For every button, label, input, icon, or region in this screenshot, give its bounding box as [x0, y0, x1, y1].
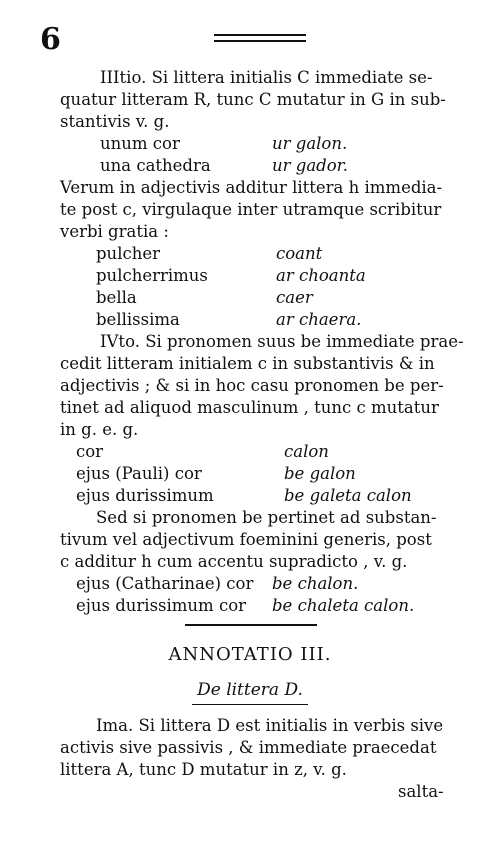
- example-gaelic: ar chaera.: [276, 310, 362, 329]
- paragraph-line: Sed si pronomen be pertinet ad substan-: [96, 508, 437, 527]
- example-gaelic: ur galon.: [272, 134, 348, 153]
- example-gaelic: be chaleta calon.: [272, 596, 415, 615]
- example-latin: pulcherrimus: [96, 266, 208, 285]
- example-latin: bellissima: [96, 310, 180, 329]
- example-latin: pulcher: [96, 244, 160, 263]
- example-latin: ejus durissimum cor: [76, 596, 247, 615]
- example-latin: unum cor: [100, 134, 180, 153]
- paragraph-line: Ima. Si littera D est initialis in verbis sive: [96, 716, 444, 735]
- example-latin: ejus (Pauli) cor: [76, 464, 202, 483]
- paragraph-line: tinet ad aliquod masculinum , tunc c mutatur: [60, 398, 439, 417]
- example-gaelic: be galeta calon: [284, 486, 412, 505]
- paragraph-line: IIItio. Si littera initialis C immediate se-: [100, 68, 433, 87]
- paragraph-line: verbi gratia :: [60, 222, 169, 241]
- example-gaelic: caer: [276, 288, 313, 307]
- example-gaelic: calon: [284, 442, 329, 461]
- paragraph-line: adjectivis ; & si in hoc casu pronomen be per-: [60, 376, 444, 395]
- section-divider: [185, 624, 317, 626]
- paragraph-line: IVto. Si pronomen suus be immediate prae-: [100, 332, 464, 351]
- example-latin: cor: [76, 442, 104, 461]
- example-gaelic: ur gador.: [272, 156, 348, 175]
- paragraph-line: stantivis v. g.: [60, 112, 170, 131]
- paragraph-line: quatur litteram R, tunc C mutatur in G in sub-: [60, 90, 446, 109]
- paragraph-line: te post c, virgulaque inter utramque scribitur: [60, 200, 442, 219]
- subheading-rule: [192, 704, 308, 705]
- example-latin: bella: [96, 288, 137, 307]
- annotation-heading: ANNOTATIO III.: [168, 644, 332, 665]
- example-gaelic: be chalon.: [272, 574, 359, 593]
- example-gaelic: be galon: [284, 464, 356, 483]
- paragraph-line: c additur h cum accentu supradicto , v. g.: [60, 552, 408, 571]
- annotation-subheading: De littera D.: [197, 680, 303, 700]
- header-double-rule: [214, 34, 306, 42]
- paragraph-line: tivum vel adjectivum foeminini generis, post: [60, 530, 432, 549]
- catchword: salta-: [398, 782, 444, 801]
- paragraph-line: activis sive passivis , & immediate praecedat: [60, 738, 437, 757]
- example-gaelic: ar choanta: [276, 266, 366, 285]
- paragraph-line: in g. e. g.: [60, 420, 139, 439]
- paragraph-line: Verum in adjectivis additur littera h immedia-: [60, 178, 443, 197]
- example-latin: ejus (Catharinae) cor: [76, 574, 254, 593]
- paragraph-line: cedit litteram initialem c in substantivis & in: [60, 354, 435, 373]
- example-latin: ejus durissimum: [76, 486, 214, 505]
- example-latin: una cathedra: [100, 156, 211, 175]
- example-gaelic: coant: [276, 244, 323, 263]
- paragraph-line: littera A, tunc D mutatur in z, v. g.: [60, 760, 347, 779]
- page-number: 6: [40, 22, 61, 57]
